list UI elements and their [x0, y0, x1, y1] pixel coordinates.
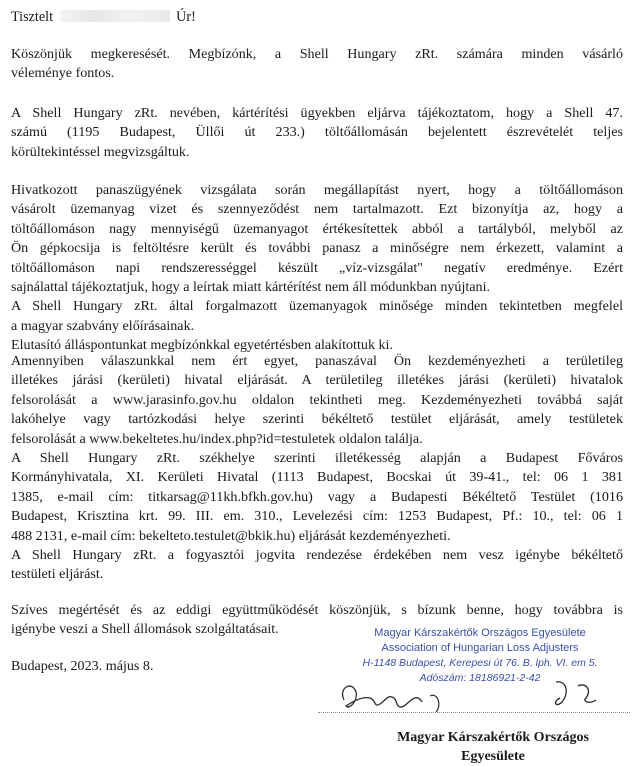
- text-line: felsorolását a www.jarasinfo.gov.hu oldalon tekintheti meg. Kezdeményezheti továbbá saját: [11, 391, 623, 408]
- text-line: igénybe veszi a Shell állomások szolgáltatásait.: [11, 621, 279, 638]
- text-line: Szíves megértését és az eddigi együttműködését köszönjük, s bízunk benne, hogy továbbra is: [11, 602, 623, 618]
- text-line: véleménye fontos.: [11, 65, 115, 82]
- text-line: lakóhelye vagy tartózkodási helye szerinti békéltető testület eljárását, amely testületek: [11, 411, 623, 428]
- text-line: számú (1195 Budapest, Üllői út 233.) töltőállomásán bejelentett észrevételét teljes: [11, 124, 623, 141]
- text-line: 488 2131, e-mail cím: bekelteto.testulet@bkik.hu) eljárását kezdeményezheti.: [11, 527, 451, 544]
- text-line: Budapest, Krisztina krt. 99. III. em. 310., Levelezési cím: 1253 Budapest, Pf.: 10., tel: 06 1: [11, 508, 623, 525]
- text-line: illetékes járási (kerületi) hivatal eljárását. A területileg illetékes járási (kerületi) hivatalok: [11, 372, 623, 389]
- text-line: Hivatkozott panaszügyének vizsgálata során megállapítást nyert, hogy a töltőállomáson: [11, 182, 623, 198]
- text-line: sajnálattal tájékoztatjuk, hogy a leírtak miatt kártérítést nem áll módunkban nyújtani.: [11, 279, 491, 296]
- signature-scribble-icon: [330, 662, 620, 722]
- salutation: [11, 8, 196, 27]
- text-line: 1385, e-mail cím: titkarsag@11kh.bfkh.gov.hu) vagy a Budapesti Békéltető Testület (1016: [11, 488, 623, 505]
- text-line: A Shell Hungary zRt. nevében, kártérítési ügyekben eljárva tájékoztatom, hogy a Shell 47.: [11, 105, 623, 121]
- handwritten-signature: [330, 662, 620, 722]
- signer-block: [378, 728, 608, 766]
- text-line: A Shell Hungary zRt. által forgalmazott üzemanyagok minősége minden tekintetben megfelel: [11, 298, 623, 315]
- salutation-end: Úr!: [176, 9, 196, 25]
- text-line: Ön gépkocsija is feltöltésre került és további panasz a minőségre nem érkezett, valamint a: [11, 240, 623, 257]
- paragraph-investigation-notice: [11, 104, 623, 162]
- paragraph-legal-remedies: [11, 352, 623, 585]
- signature-line: [318, 712, 630, 713]
- paragraph-findings: [11, 181, 623, 356]
- text-line: A Shell Hungary zRt. székhelye szerinti illetékesség alapján a Budapest Főváros: [11, 450, 623, 467]
- stamp-org-name: Magyar Kárszakértők Országos Egyesülete: [374, 627, 586, 639]
- stamp-tax-number: Adószám: 18186921-2-42: [419, 672, 541, 684]
- letter-date: Budapest, 2023. május 8.: [11, 658, 154, 674]
- text-line: a magyar szabvány előírásainak.: [11, 317, 195, 334]
- text-line: Köszönjük megkeresését. Megbízónk, a Shell Hungary zRt. számára minden vásárló: [11, 46, 623, 62]
- text-line: töltőállomáson napi rendszerességgel készült „víz-vizsgálat" negatív eredménye. Ezért: [11, 259, 623, 276]
- stamp-org-name-english: Association of Hungarian Loss Adjusters: [381, 642, 579, 654]
- text-line: felsorolását a www.bekeltetes.hu/index.php?id=testuletek oldalon találja.: [11, 430, 423, 447]
- signer-name-line1: Magyar Kárszakértők Országos: [397, 730, 589, 745]
- redacted-name: [60, 10, 170, 22]
- text-line: testületi eljárást.: [11, 566, 104, 583]
- text-line: Kormányhivatala, XI. Kerületi Hivatal (1113 Budapest, Bocskai út 39-41., tel: 06 1 381: [11, 469, 623, 486]
- stamp-address: H-1148 Budapest, Kerepesi út 76. B. lph. VI. em 5.: [362, 657, 598, 669]
- text-line: vásárolt üzemanyag vizet és szennyeződést nem tartalmazott. Ezt bizonyítja az, hogy a: [11, 201, 623, 218]
- paragraph-thanks: [11, 45, 623, 84]
- text-line: körültekintéssel megvizsgáltuk.: [11, 143, 190, 160]
- text-line: Amennyiben válaszunkkal nem ért egyet, panaszával Ön kezdeményezheti a területileg: [11, 353, 623, 369]
- text-line: töltőállomáson nagy mennyiségű üzemanyagot értékesítettek abból a tartályból, melyből az: [11, 220, 623, 237]
- signer-name-line2: Egyesülete: [461, 749, 525, 764]
- text-line: A Shell Hungary zRt. a fogyasztói jogvita rendezése érdekében nem vesz igénybe békéltető: [11, 547, 623, 564]
- salutation-start: Tisztelt: [11, 9, 54, 25]
- text-line: Elutasító álláspontunkat megbízónkkal egyetértésben alakítottuk ki.: [11, 337, 393, 354]
